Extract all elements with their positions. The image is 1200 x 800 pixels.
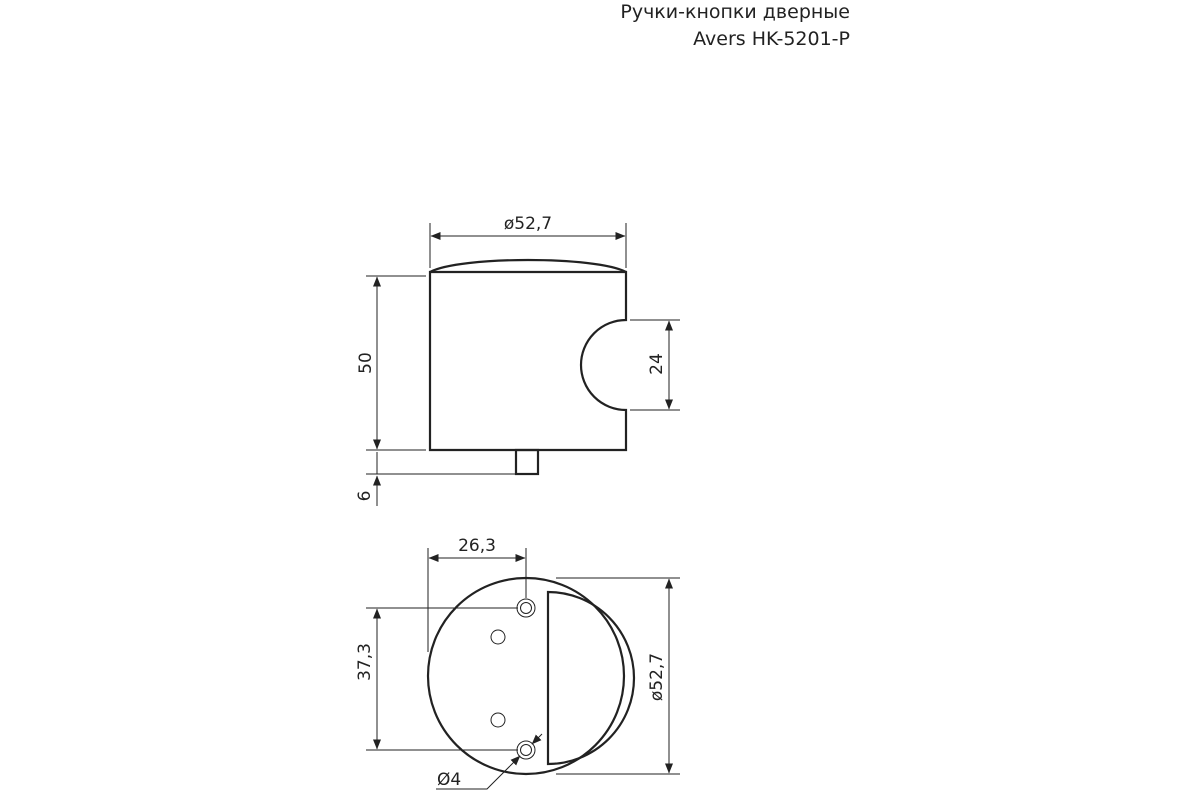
spindle-outline: [516, 450, 538, 474]
hole-offset-label: 26,3: [458, 536, 496, 556]
hole-diameter-label: Ø4: [437, 770, 462, 790]
knob-body-outline: [430, 272, 626, 450]
top-diameter-label: ø52,7: [503, 214, 553, 234]
bottom-diameter-label: ø52,7: [647, 652, 667, 702]
screw-hole-bottom-inner: [521, 745, 532, 756]
notch-label: 24: [647, 353, 667, 375]
bottom-view: [355, 536, 680, 790]
height-label: 50: [356, 352, 376, 374]
pin-hole-lower: [491, 713, 505, 727]
screw-hole-top-inner: [521, 603, 532, 614]
side-view: [355, 214, 680, 506]
hole-spacing-label: 37,3: [355, 643, 375, 681]
drawing-title: Ручки-кнопки дверные: [620, 1, 850, 23]
knob-cap-outline: [430, 260, 626, 272]
screw-hole-top-outer: [517, 599, 535, 617]
spindle-label: 6: [355, 490, 375, 502]
pin-hole-upper: [491, 630, 505, 644]
d-recess-outline: [548, 592, 634, 764]
model-name: Avers HK-5201-P: [693, 28, 850, 50]
